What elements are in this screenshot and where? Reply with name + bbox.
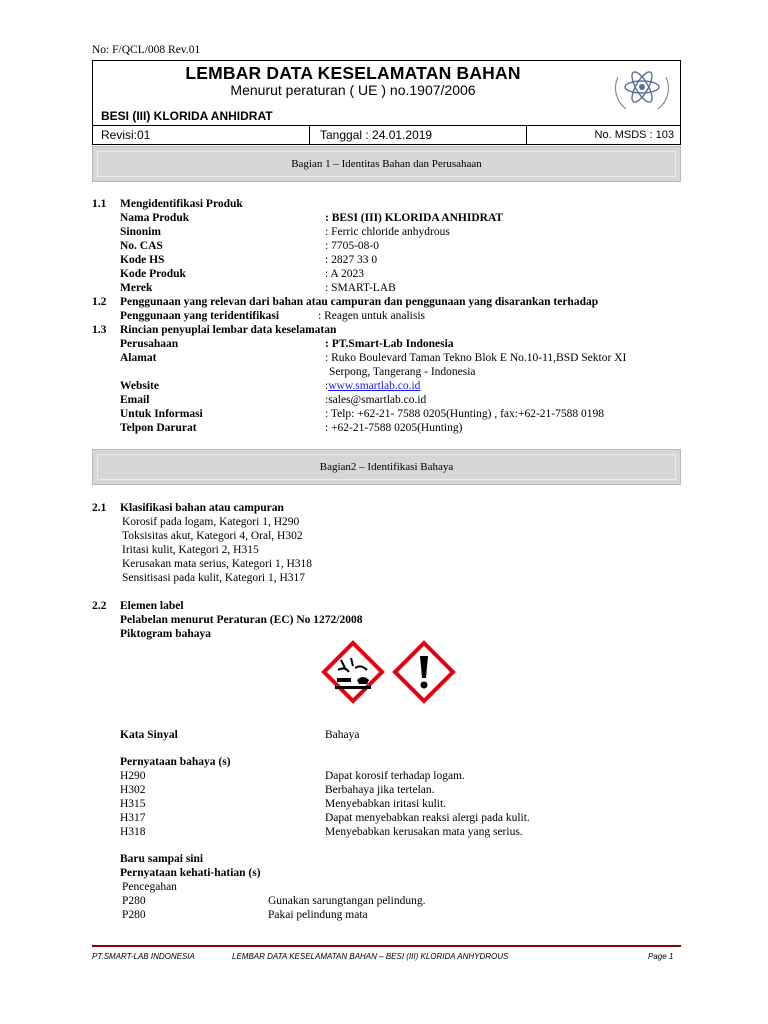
hs-code-label: Kode HS: [120, 254, 165, 266]
hazard-statements-heading: Pernyataan bahaya (s): [120, 756, 231, 768]
address-value-line-1: : Ruko Boulevard Taman Tekno Blok E No.10-11,BSD Sektor XI: [325, 352, 627, 364]
labeling-regulation: Pelabelan menurut Peraturan (EC) No 1272/2008: [120, 614, 363, 626]
hazard-text: Berbahaya jika tertelan.: [325, 784, 435, 796]
hazard-text: Menyebabkan iritasi kulit.: [325, 798, 447, 810]
footer-page-number: Page 1: [648, 952, 674, 961]
section-1-2-title: Penggunaan yang relevan dari bahan atau campuran dan penggunaan yang disarankan terhadap: [120, 296, 599, 308]
hazard-text: Dapat menyebabkan reaksi alergi pada kulit.: [325, 812, 530, 824]
section-2-2-title: Elemen label: [120, 600, 184, 612]
signal-word-label: Kata Sinyal: [120, 729, 178, 741]
section-1-1-title: Mengidentifikasi Produk: [120, 198, 243, 210]
info-label: Untuk Informasi: [120, 408, 203, 420]
precaution-code: P280: [122, 895, 146, 907]
new-until-here-note: Baru sampai sini: [120, 853, 204, 865]
hazard-text: Dapat korosif terhadap logam.: [325, 770, 465, 782]
classification-item: Iritasi kulit, Kategori 2, H315: [122, 544, 259, 556]
classification-item: Korosif pada logam, Kategori 1, H290: [122, 516, 300, 528]
address-value-line-2: Serpong, Tangerang - Indonesia: [329, 366, 476, 378]
document-title: LEMBAR DATA KESELAMATAN BAHAN: [185, 63, 521, 83]
brand-label: Merek: [120, 282, 153, 294]
section-1-2-number: 1.2: [92, 296, 107, 308]
pictogram-heading: Piktogram bahaya: [120, 628, 212, 640]
classification-item: Kerusakan mata serius, Kategori 1, H318: [122, 558, 313, 570]
section-1-1-number: 1.1: [92, 198, 107, 210]
cas-value: : 7705-08-0: [325, 240, 379, 252]
emergency-phone-value: : +62-21-7588 0205(Hunting): [325, 422, 463, 434]
classification-item: Toksisitas akut, Kategori 4, Oral, H302: [122, 530, 303, 542]
email-label: Email: [120, 394, 150, 406]
hazard-code: H290: [120, 770, 146, 782]
hazard-code: H318: [120, 826, 146, 838]
header-box: [92, 60, 681, 126]
exclamation-pictogram-icon: [392, 640, 456, 704]
hs-code-value: : 2827 33 0: [325, 254, 378, 266]
section-1-band: [92, 146, 681, 182]
identified-use-label: Penggunaan yang teridentifikasi: [120, 310, 280, 322]
website-value: [325, 379, 420, 393]
website-link[interactable]: www.smartlab.co.id: [328, 380, 421, 392]
footer-company: PT.SMART-LAB INDONESIA: [92, 952, 195, 961]
document-subtitle: Menurut peraturan ( UE ) no.1907/2006: [230, 82, 476, 98]
signal-word-value: Bahaya: [325, 729, 360, 741]
footer-rule: [92, 945, 681, 947]
section-1-3-number: 1.3: [92, 324, 107, 336]
msds-number-cell: No. MSDS : 103: [594, 129, 674, 141]
section-2-title: Bagian2 – Identifikasi Bahaya: [97, 454, 676, 480]
classification-item: Sensitisasi pada kulit, Kategori 1, H317: [122, 572, 306, 584]
corrosion-pictogram-icon: [321, 640, 385, 704]
product-code-value: : A 2023: [325, 268, 364, 280]
section-1-3-title: Rincian penyuplai lembar data keselamatan: [120, 324, 337, 336]
document-number: No: F/QCL/008 Rev.01: [92, 44, 201, 56]
hazard-code: H317: [120, 812, 146, 824]
section-2-2-number: 2.2: [92, 600, 107, 612]
website-colon: :: [325, 380, 329, 392]
email-value: :sales@smartlab.co.id: [325, 394, 427, 406]
synonym-value: : Ferric chloride anhydrous: [325, 226, 450, 238]
hazard-code: H315: [120, 798, 146, 810]
precaution-text: Pakai pelindung mata: [268, 909, 368, 921]
address-label: Alamat: [120, 352, 157, 364]
cas-label: No. CAS: [120, 240, 163, 252]
identified-use-value: : Reagen untuk analisis: [318, 310, 425, 322]
product-name-header: BESI (III) KLORIDA ANHIDRAT: [101, 109, 273, 123]
precaution-text: Gunakan sarungtangan pelindung.: [268, 895, 426, 907]
website-label: Website: [120, 380, 159, 392]
section-1-title: Bagian 1 – Identitas Bahan dan Perusahaan: [97, 151, 676, 177]
revision-cell: Revisi:01: [93, 126, 310, 144]
product-code-label: Kode Produk: [120, 268, 186, 280]
date-cell: Tanggal : 24.01.2019: [310, 126, 527, 144]
brand-value: : SMART-LAB: [325, 282, 396, 294]
product-name-label: Nama Produk: [120, 212, 190, 224]
hazard-code: H302: [120, 784, 146, 796]
revision-row: [92, 125, 681, 145]
company-value: : PT.Smart-Lab Indonesia: [325, 338, 454, 350]
section-2-band: [92, 449, 681, 485]
emergency-phone-label: Telpon Darurat: [120, 422, 197, 434]
product-name-value: : BESI (III) KLORIDA ANHIDRAT: [325, 212, 504, 224]
precautionary-statements-heading: Pernyataan kehati-hatian (s): [120, 867, 261, 879]
footer-document-title: LEMBAR DATA KESELAMATAN BAHAN – BESI (III) KLORIDA ANHYDROUS: [232, 952, 509, 961]
hazard-text: Menyebabkan kerusakan mata yang serius.: [325, 826, 523, 838]
section-2-1-title: Klasifikasi bahan atau campuran: [120, 502, 284, 514]
precaution-code: P280: [122, 909, 146, 921]
prevention-label: Pencegahan: [122, 881, 177, 893]
info-value: : Telp: +62-21- 7588 0205(Hunting) , fax:+62-21-7588 0198: [325, 408, 604, 420]
smart-lab-logo: [612, 63, 672, 115]
synonym-label: Sinonim: [120, 226, 161, 238]
section-2-1-number: 2.1: [92, 502, 107, 514]
company-label: Perusahaan: [120, 338, 179, 350]
